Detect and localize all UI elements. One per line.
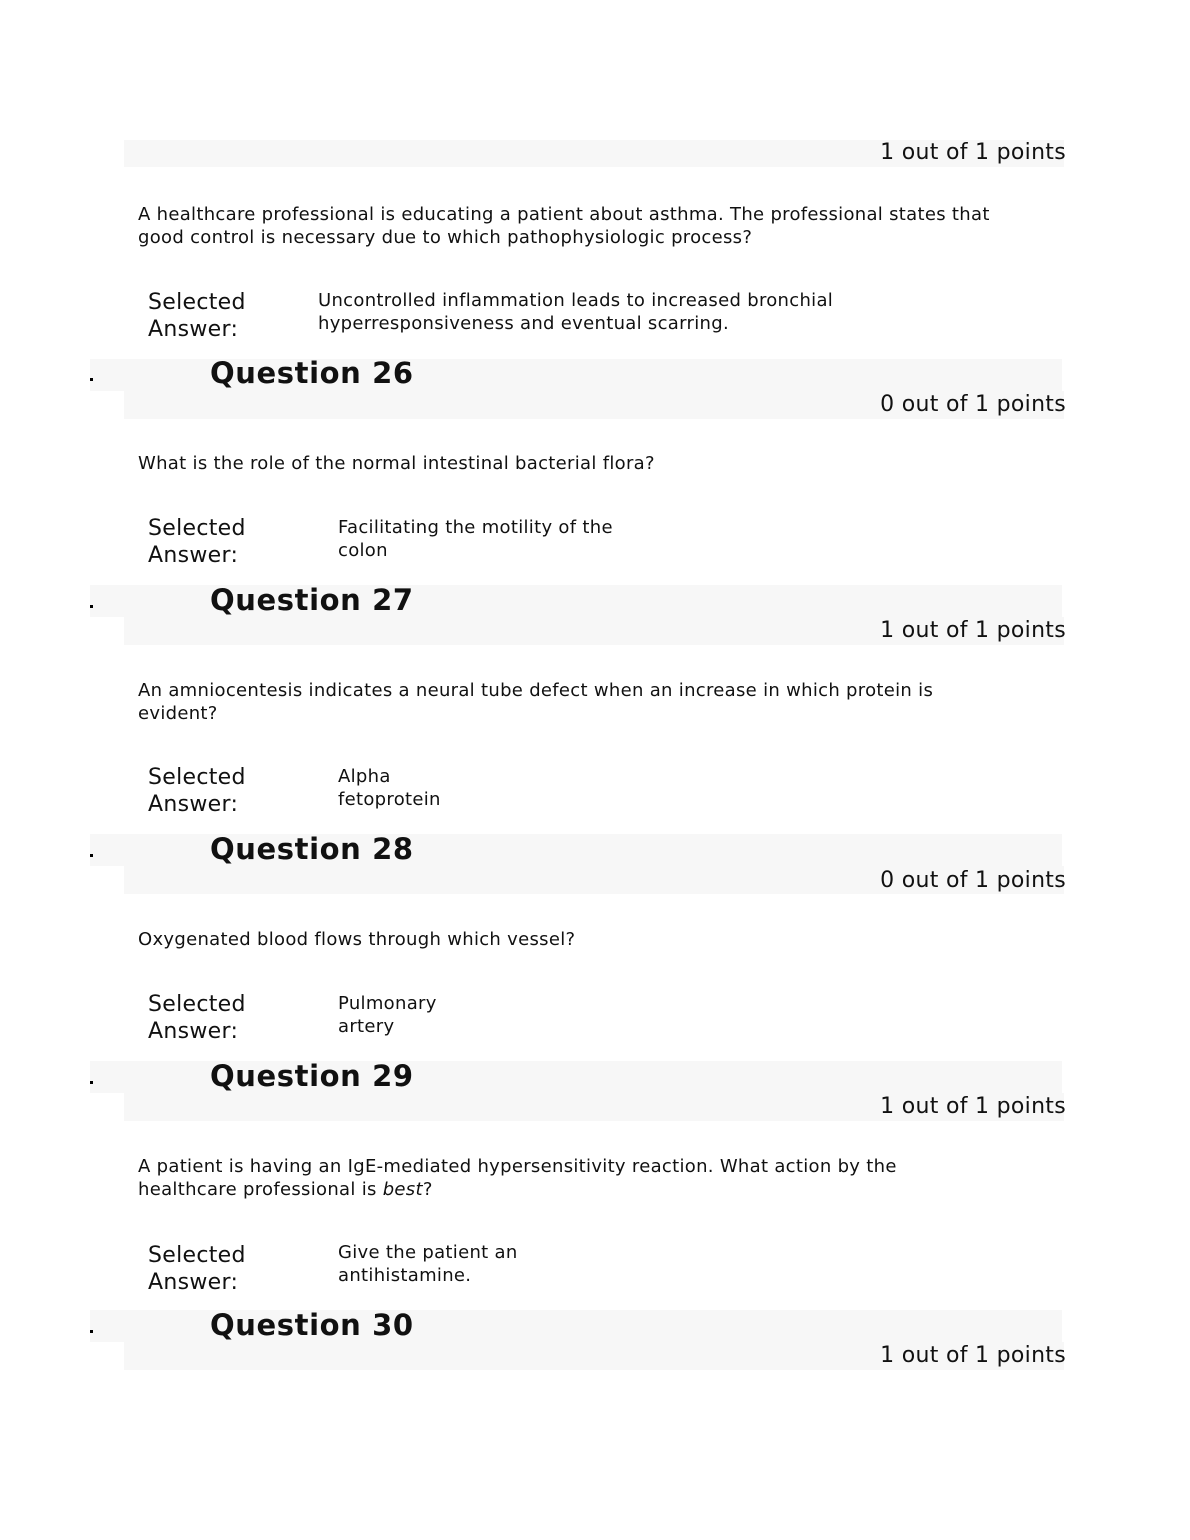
question-points: 0 out of 1 points: [880, 392, 1066, 417]
question-heading: Question 30: [210, 1308, 414, 1342]
bullet-marker: [90, 1081, 93, 1084]
question-points: 0 out of 1 points: [880, 868, 1066, 893]
selected-answer-value: Pulmonary artery: [338, 993, 437, 1037]
question-text: What is the role of the normal intestinal bacterial flora?: [138, 453, 655, 474]
selected-answer-value: Alpha fetoprotein: [338, 766, 441, 810]
selected-answer-label: Selected Answer:: [148, 516, 246, 568]
question-heading: Question 26: [210, 356, 414, 390]
question-text: Oxygenated blood flows through which vessel?: [138, 929, 576, 950]
selected-answer-value: Facilitating the motility of the colon: [338, 517, 613, 561]
selected-answer-label: Selected Answer:: [148, 1243, 246, 1295]
bullet-marker: [90, 378, 93, 381]
question-text: An amniocentesis indicates a neural tube defect when an increase in which protein is evident?: [138, 680, 934, 724]
question-points: 1 out of 1 points: [880, 1094, 1066, 1119]
bullet-marker: [90, 1330, 93, 1333]
question-points: 1 out of 1 points: [880, 140, 1066, 165]
question-heading: Question 29: [210, 1059, 414, 1093]
question-text: [138, 1155, 998, 1201]
question-text-main: A patient is having an IgE-mediated hypersensitivity reaction. What action by the healthcare professional is: [138, 1156, 897, 1200]
question-text-end: ?: [422, 1179, 433, 1200]
selected-answer-label: Selected Answer:: [148, 992, 246, 1044]
question-heading: Question 27: [210, 583, 414, 617]
bullet-marker: [90, 605, 93, 608]
selected-answer-value: Give the patient an antihistamine.: [338, 1242, 518, 1286]
question-points: 1 out of 1 points: [880, 1343, 1066, 1368]
selected-answer-value: Uncontrolled inflammation leads to increased bronchial hyperresponsiveness and eventual scarring.: [318, 290, 834, 334]
question-heading: Question 28: [210, 832, 414, 866]
selected-answer-label: Selected Answer:: [148, 290, 246, 342]
question-text-emphasis: best: [382, 1179, 423, 1200]
selected-answer-label: Selected Answer:: [148, 765, 246, 817]
question-text: A healthcare professional is educating a patient about asthma. The professional states that good control is necessary due to which pathophysiologic process?: [138, 204, 990, 248]
question-points: 1 out of 1 points: [880, 618, 1066, 643]
bullet-marker: [90, 854, 93, 857]
